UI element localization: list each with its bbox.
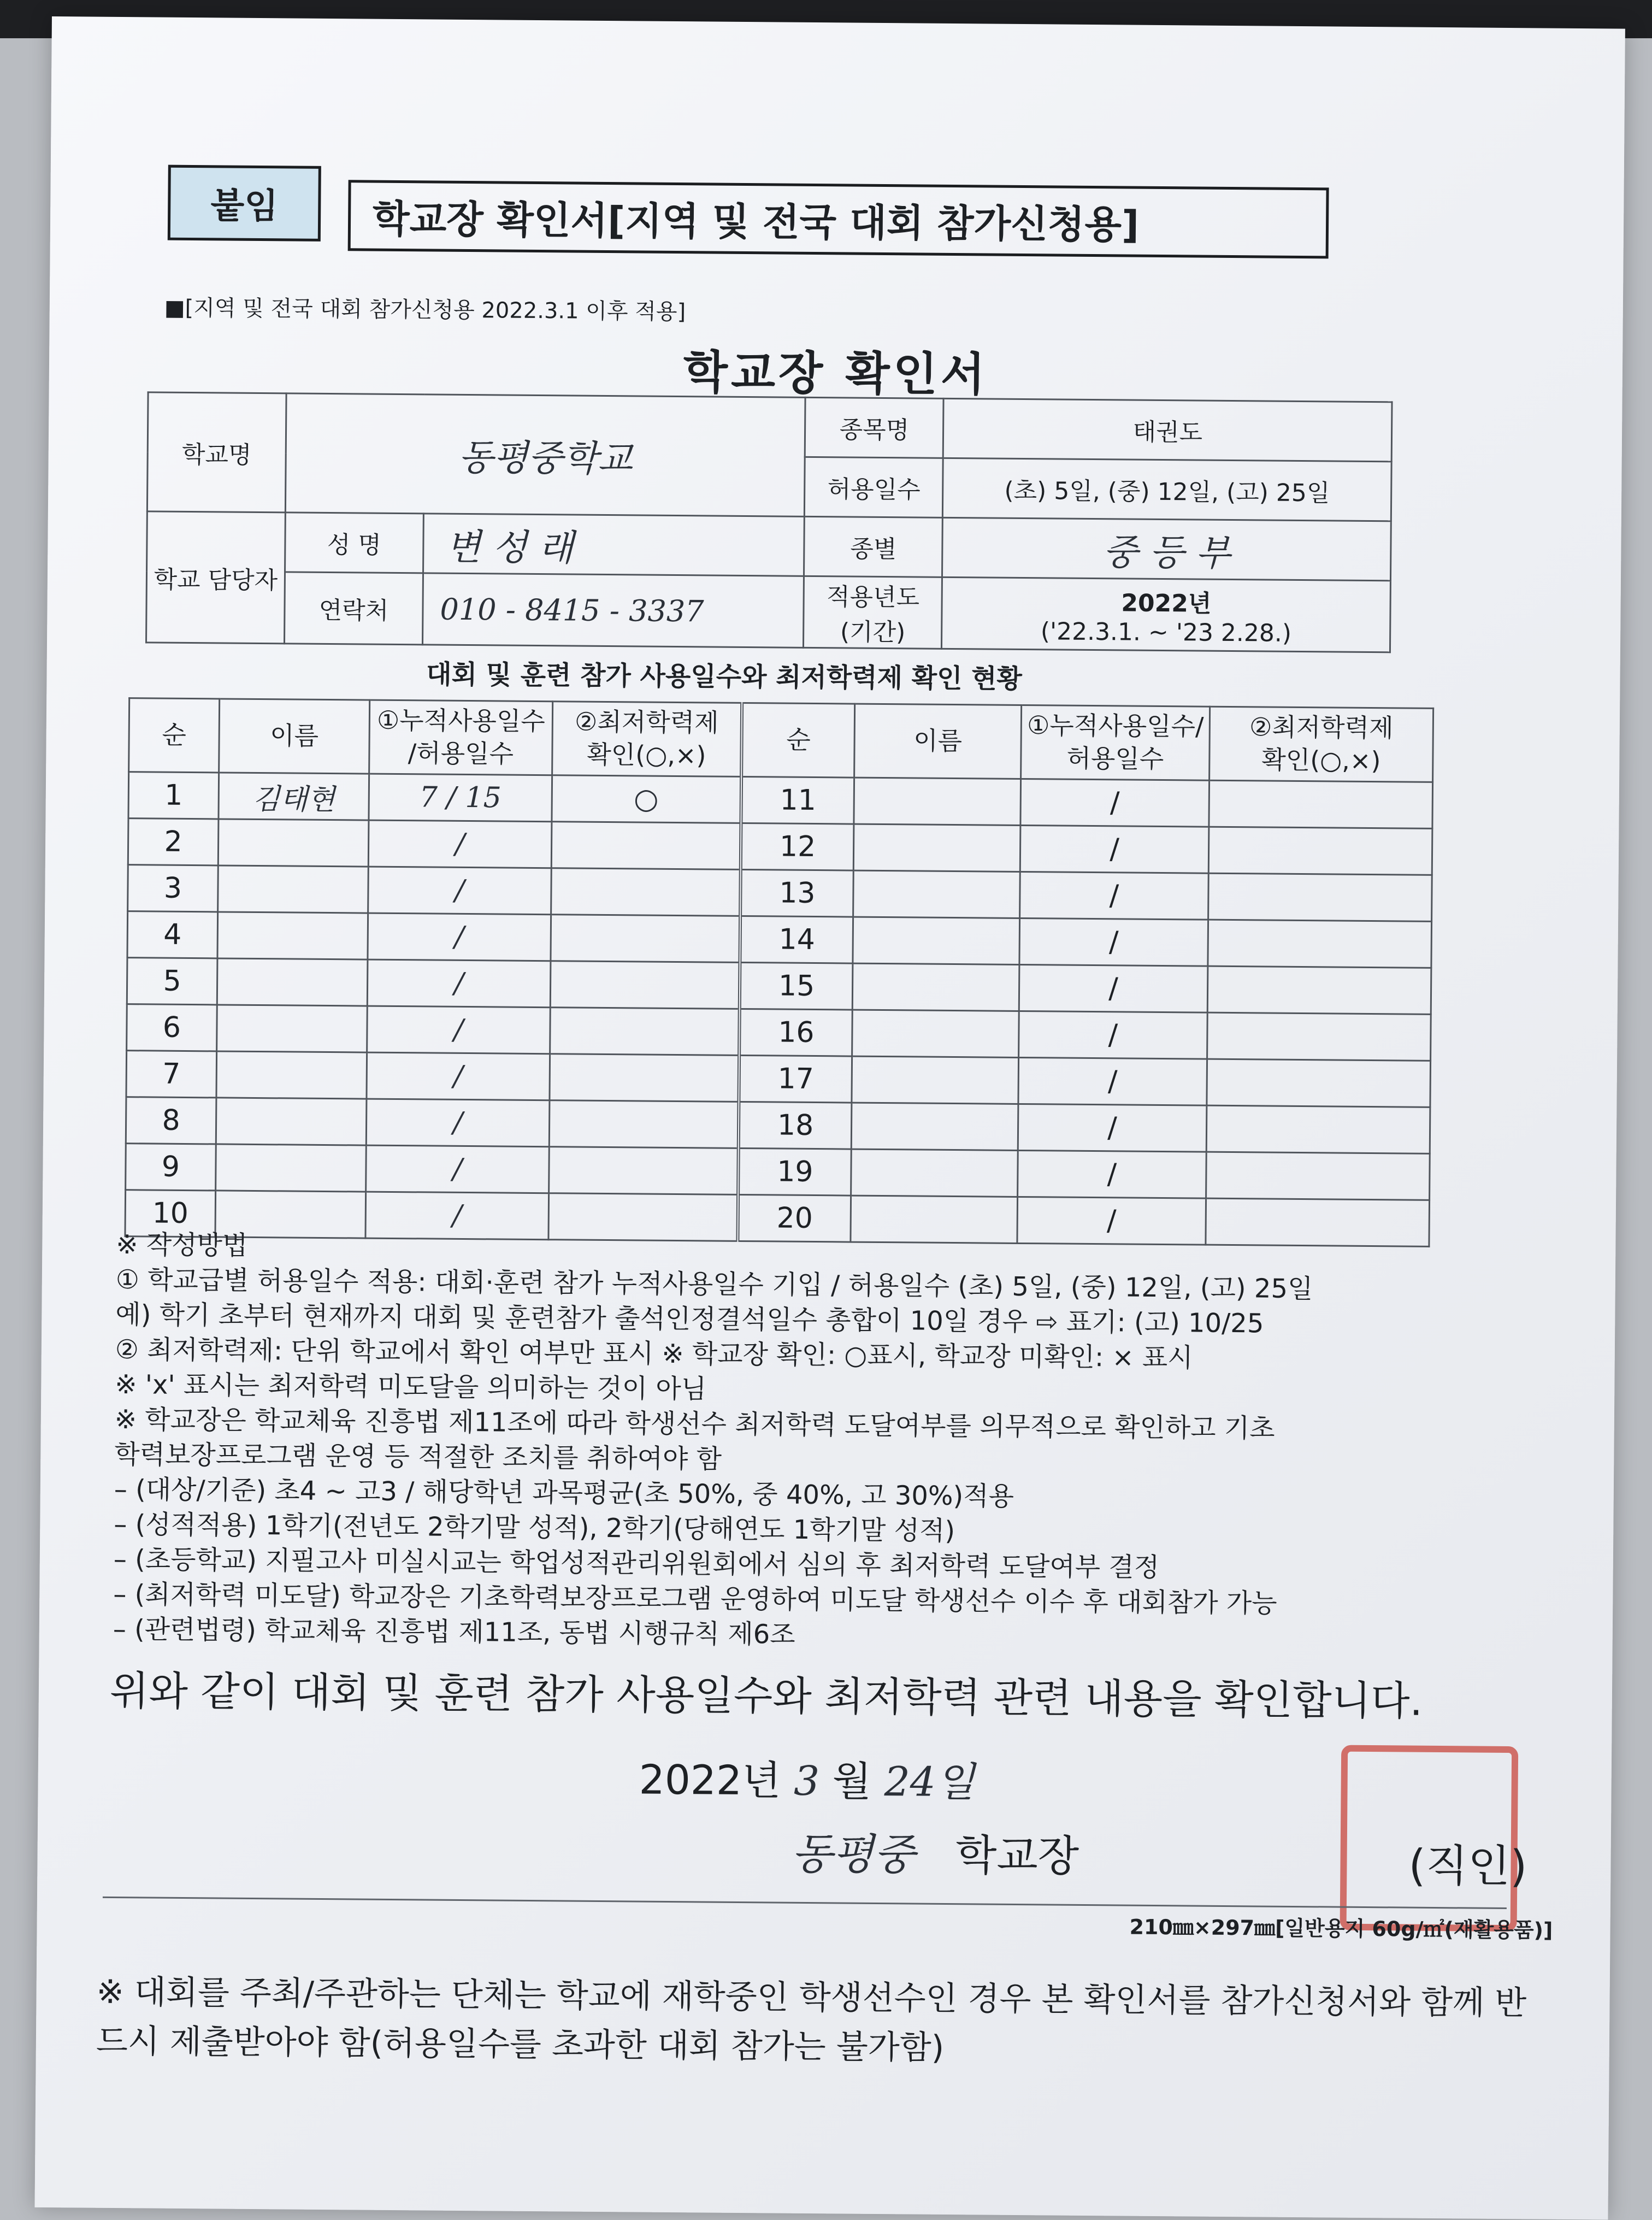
row-days: / bbox=[367, 959, 551, 1008]
school-value: 동평중학교 bbox=[285, 393, 805, 516]
row-no: 6 bbox=[127, 1004, 217, 1051]
row-no: 3 bbox=[128, 865, 219, 912]
info-table bbox=[145, 391, 1393, 653]
instruction-line: ※ 작성방법 bbox=[116, 1229, 248, 1261]
category-value: 중 등 부 bbox=[942, 517, 1391, 580]
stamp-label: (직인) bbox=[1408, 1840, 1527, 1892]
col-check2-line1: ②최저학력제 bbox=[1249, 712, 1394, 743]
row-days: / bbox=[368, 867, 552, 915]
row-name bbox=[216, 1098, 367, 1145]
col-name: 이름 bbox=[219, 699, 370, 774]
row-name-2 bbox=[852, 1056, 1019, 1104]
row-check-2 bbox=[1206, 1152, 1430, 1200]
instruction-line: 예) 학기 초부터 현재까지 대회 및 훈련참가 출석인정결석일수 총합이 10일 경우 ⇨ 표기: (고) 10/25 bbox=[115, 1299, 1264, 1339]
row-no: 1 bbox=[128, 772, 219, 819]
row-name bbox=[218, 865, 369, 913]
allowed-days-label: 허용일수 bbox=[805, 457, 943, 517]
row-no: 5 bbox=[127, 958, 217, 1005]
row-check bbox=[550, 1008, 740, 1056]
instruction-line: ※ 'x' 표시는 최저학력 미도달을 의미하는 것이 아님 bbox=[115, 1369, 707, 1405]
instruction-line: – (관련법령) 학교체육 진흥법 제11조, 동법 시행규칙 제6조 bbox=[113, 1614, 795, 1650]
row-check bbox=[549, 1147, 739, 1195]
instruction-line: – (초등학교) 지필고사 미실시교는 학업성적관리위원회에서 심의 후 최저학력 도달여부 결정 bbox=[113, 1544, 1160, 1583]
row-days: 7 / 15 bbox=[369, 774, 552, 822]
row-days-2: / bbox=[1019, 1011, 1208, 1059]
row-name-2 bbox=[853, 870, 1020, 918]
instruction-line: ※ 학교장은 학교체육 진흥법 제11조에 따라 학생선수 최저학력 도달여부를 의무적으로 확인하고 기초 bbox=[114, 1404, 1275, 1444]
col-no: 순 bbox=[129, 698, 220, 773]
signed-date bbox=[639, 1748, 975, 1809]
row-no-2: 18 bbox=[739, 1102, 852, 1149]
category-label: 종별 bbox=[804, 516, 943, 577]
principal-signature bbox=[791, 1820, 1079, 1883]
date-month-unit: 월 bbox=[832, 1758, 872, 1805]
col-check-2 bbox=[1210, 706, 1433, 782]
row-days-2: / bbox=[1020, 779, 1210, 827]
contact-value: 010 - 8415 - 3337 bbox=[422, 573, 804, 647]
row-name bbox=[216, 1144, 367, 1192]
name-label: 성 명 bbox=[285, 513, 424, 573]
document-page bbox=[35, 16, 1625, 2219]
usage-table bbox=[124, 697, 1434, 1247]
header-title: 학교장 확인서[지역 및 전국 대회 참가신청용] bbox=[348, 180, 1329, 258]
col-days bbox=[369, 700, 553, 775]
divider bbox=[103, 1897, 1507, 1909]
confirm-statement: 위와 같이 대회 및 훈련 참가 사용일수와 최저학력 관련 내용을 확인합니다. bbox=[109, 1667, 1423, 1725]
event-value: 태권도 bbox=[943, 398, 1392, 461]
table-header-row bbox=[129, 698, 1433, 782]
row-check-2 bbox=[1207, 1012, 1431, 1061]
col-days-line1: ①누적사용일수 bbox=[376, 705, 546, 737]
footer-note: ※ 대회를 주최/주관하는 단체는 학교에 재학중인 학생선수인 경우 본 확인서를 참가신청서와 함께 반드시 제출받아야 함(허용일수를 초과한 대회 참가는 불가함) bbox=[96, 1972, 1527, 2067]
row-no-2: 20 bbox=[738, 1194, 851, 1242]
allowed-days-value: (초) 5일, (중) 12일, (고) 25일 bbox=[943, 458, 1391, 521]
row-no-2: 19 bbox=[738, 1148, 851, 1196]
row-check bbox=[551, 822, 741, 870]
row-check: ○ bbox=[552, 775, 741, 823]
row-no-2: 17 bbox=[739, 1055, 852, 1103]
row-check-2 bbox=[1208, 827, 1432, 875]
row-no-2: 15 bbox=[740, 962, 853, 1010]
row-check-2 bbox=[1208, 920, 1432, 968]
row-no: 4 bbox=[127, 911, 218, 958]
row-no-2: 13 bbox=[740, 869, 853, 917]
row-days: / bbox=[366, 1099, 550, 1147]
row-no: 2 bbox=[128, 818, 219, 865]
row-no: 7 bbox=[126, 1051, 217, 1098]
row-days-2: / bbox=[1017, 1197, 1206, 1245]
row-name bbox=[217, 912, 368, 959]
row-check bbox=[549, 1100, 739, 1149]
year-cell bbox=[942, 577, 1391, 652]
instruction-line: ② 최저학력제: 단위 학교에서 확인 여부만 표시 ※ 학교장 확인: ○표시, 학교장 미확인: × 표시 bbox=[115, 1334, 1193, 1374]
row-check bbox=[551, 915, 740, 963]
instruction-line: – (대상/기준) 초4 ~ 고3 / 해당학년 과목평균(초 50%, 중 40%, 고 30%)적용 bbox=[114, 1474, 1014, 1512]
instruction-line: 학력보장프로그램 운영 등 적절한 조치를 취하여야 함 bbox=[114, 1439, 722, 1475]
date-month: 3 bbox=[793, 1757, 820, 1805]
writing-instructions bbox=[113, 1227, 1537, 1658]
row-days-2: / bbox=[1020, 871, 1209, 920]
contact-label: 연락처 bbox=[284, 572, 423, 645]
row-days: / bbox=[367, 1052, 550, 1100]
date-year: 2022년 bbox=[639, 1756, 781, 1805]
row-days: / bbox=[368, 913, 551, 961]
instruction-line: – (최저학력 미도달) 학교장은 기초학력보장프로그램 운영하여 미도달 학생선수 이수 후 대회참가 가능 bbox=[113, 1579, 1277, 1619]
instruction-line: – (성적적용) 1학기(전년도 2학기말 성적), 2학기(당해연도 1학기말 성적) bbox=[114, 1509, 955, 1547]
attachment-tab: 붙임 bbox=[168, 165, 321, 242]
row-name bbox=[218, 819, 369, 867]
event-label: 종목명 bbox=[805, 397, 944, 458]
col-no-2: 순 bbox=[741, 703, 855, 778]
header-subtitle: ■[지역 및 전국 대회 참가신청용 2022.3.1 이후 적용] bbox=[164, 295, 686, 325]
year-label: 적용년도 (기간) bbox=[804, 576, 942, 649]
row-check bbox=[551, 868, 741, 916]
row-name-2 bbox=[852, 963, 1019, 1011]
col-check bbox=[552, 702, 742, 777]
row-name bbox=[216, 1051, 367, 1099]
row-check-2 bbox=[1207, 966, 1431, 1014]
school-label: 학교명 bbox=[147, 392, 286, 513]
row-no-2: 12 bbox=[741, 823, 854, 870]
row-name-2 bbox=[852, 1010, 1019, 1057]
row-check-2 bbox=[1209, 780, 1433, 828]
row-no-2: 16 bbox=[739, 1009, 852, 1056]
row-check bbox=[550, 1054, 739, 1102]
name-value: 변 성 래 bbox=[423, 514, 805, 576]
row-check-2 bbox=[1207, 1059, 1431, 1107]
col-days-line2: /허용일수 bbox=[408, 738, 514, 769]
row-days-2: / bbox=[1020, 825, 1209, 873]
col-name-2: 이름 bbox=[854, 704, 1022, 779]
row-name-2 bbox=[854, 778, 1021, 825]
row-no: 8 bbox=[126, 1097, 216, 1144]
year-period: ('22.3.1. ~ '23 2.28.) bbox=[1040, 617, 1292, 647]
section-title: 대회 및 훈련 참가 사용일수와 최저학력제 확인 현황 bbox=[426, 659, 1023, 694]
row-check-2 bbox=[1208, 873, 1432, 921]
row-check bbox=[550, 961, 740, 1009]
row-name-2 bbox=[853, 917, 1020, 964]
row-check-2 bbox=[1206, 1105, 1430, 1153]
signature-role: 학교장 bbox=[955, 1831, 1079, 1881]
col-check2-line2: 확인(○,×) bbox=[1261, 745, 1381, 776]
row-name: 김태현 bbox=[219, 773, 369, 820]
row-days-2: / bbox=[1019, 964, 1208, 1012]
row-name bbox=[217, 1005, 368, 1052]
row-name-2 bbox=[851, 1149, 1018, 1197]
manager-label: 학교 담당자 bbox=[146, 511, 286, 644]
row-days: / bbox=[368, 820, 552, 868]
year-value: 2022년 bbox=[1121, 588, 1212, 618]
col-days-2: ①누적사용일수/허용일수 bbox=[1021, 705, 1210, 780]
row-days: / bbox=[366, 1145, 550, 1193]
row-days: / bbox=[365, 1192, 549, 1240]
row-days-2: / bbox=[1018, 1150, 1207, 1198]
row-name-2 bbox=[851, 1103, 1018, 1150]
row-days-2: / bbox=[1019, 918, 1208, 966]
document-title: 학교장 확인서 bbox=[683, 345, 989, 402]
row-days: / bbox=[367, 1006, 551, 1054]
row-name bbox=[217, 958, 368, 1006]
row-no: 10 bbox=[125, 1190, 216, 1237]
row-no-2: 14 bbox=[740, 916, 853, 963]
date-day: 24일 bbox=[884, 1758, 975, 1806]
signature-school: 동평중 bbox=[791, 1829, 916, 1880]
row-days-2: / bbox=[1018, 1057, 1207, 1105]
row-days-2: / bbox=[1018, 1104, 1207, 1152]
col-check-line2: 확인(○,×) bbox=[587, 739, 706, 770]
col-check-line1: ②최저학력제 bbox=[574, 706, 719, 738]
paper-size-note: 210㎜×297㎜[일반용지 60g/㎡(재활용품)] bbox=[1129, 1915, 1553, 1942]
row-name-2 bbox=[853, 824, 1020, 871]
row-no-2: 11 bbox=[741, 776, 854, 824]
row-no: 9 bbox=[126, 1144, 216, 1191]
instruction-line: ① 학교급별 허용일수 적용: 대회·훈련 참가 누적사용일수 기입 / 허용일수 (초) 5일, (중) 12일, (고) 25일 bbox=[115, 1264, 1313, 1305]
